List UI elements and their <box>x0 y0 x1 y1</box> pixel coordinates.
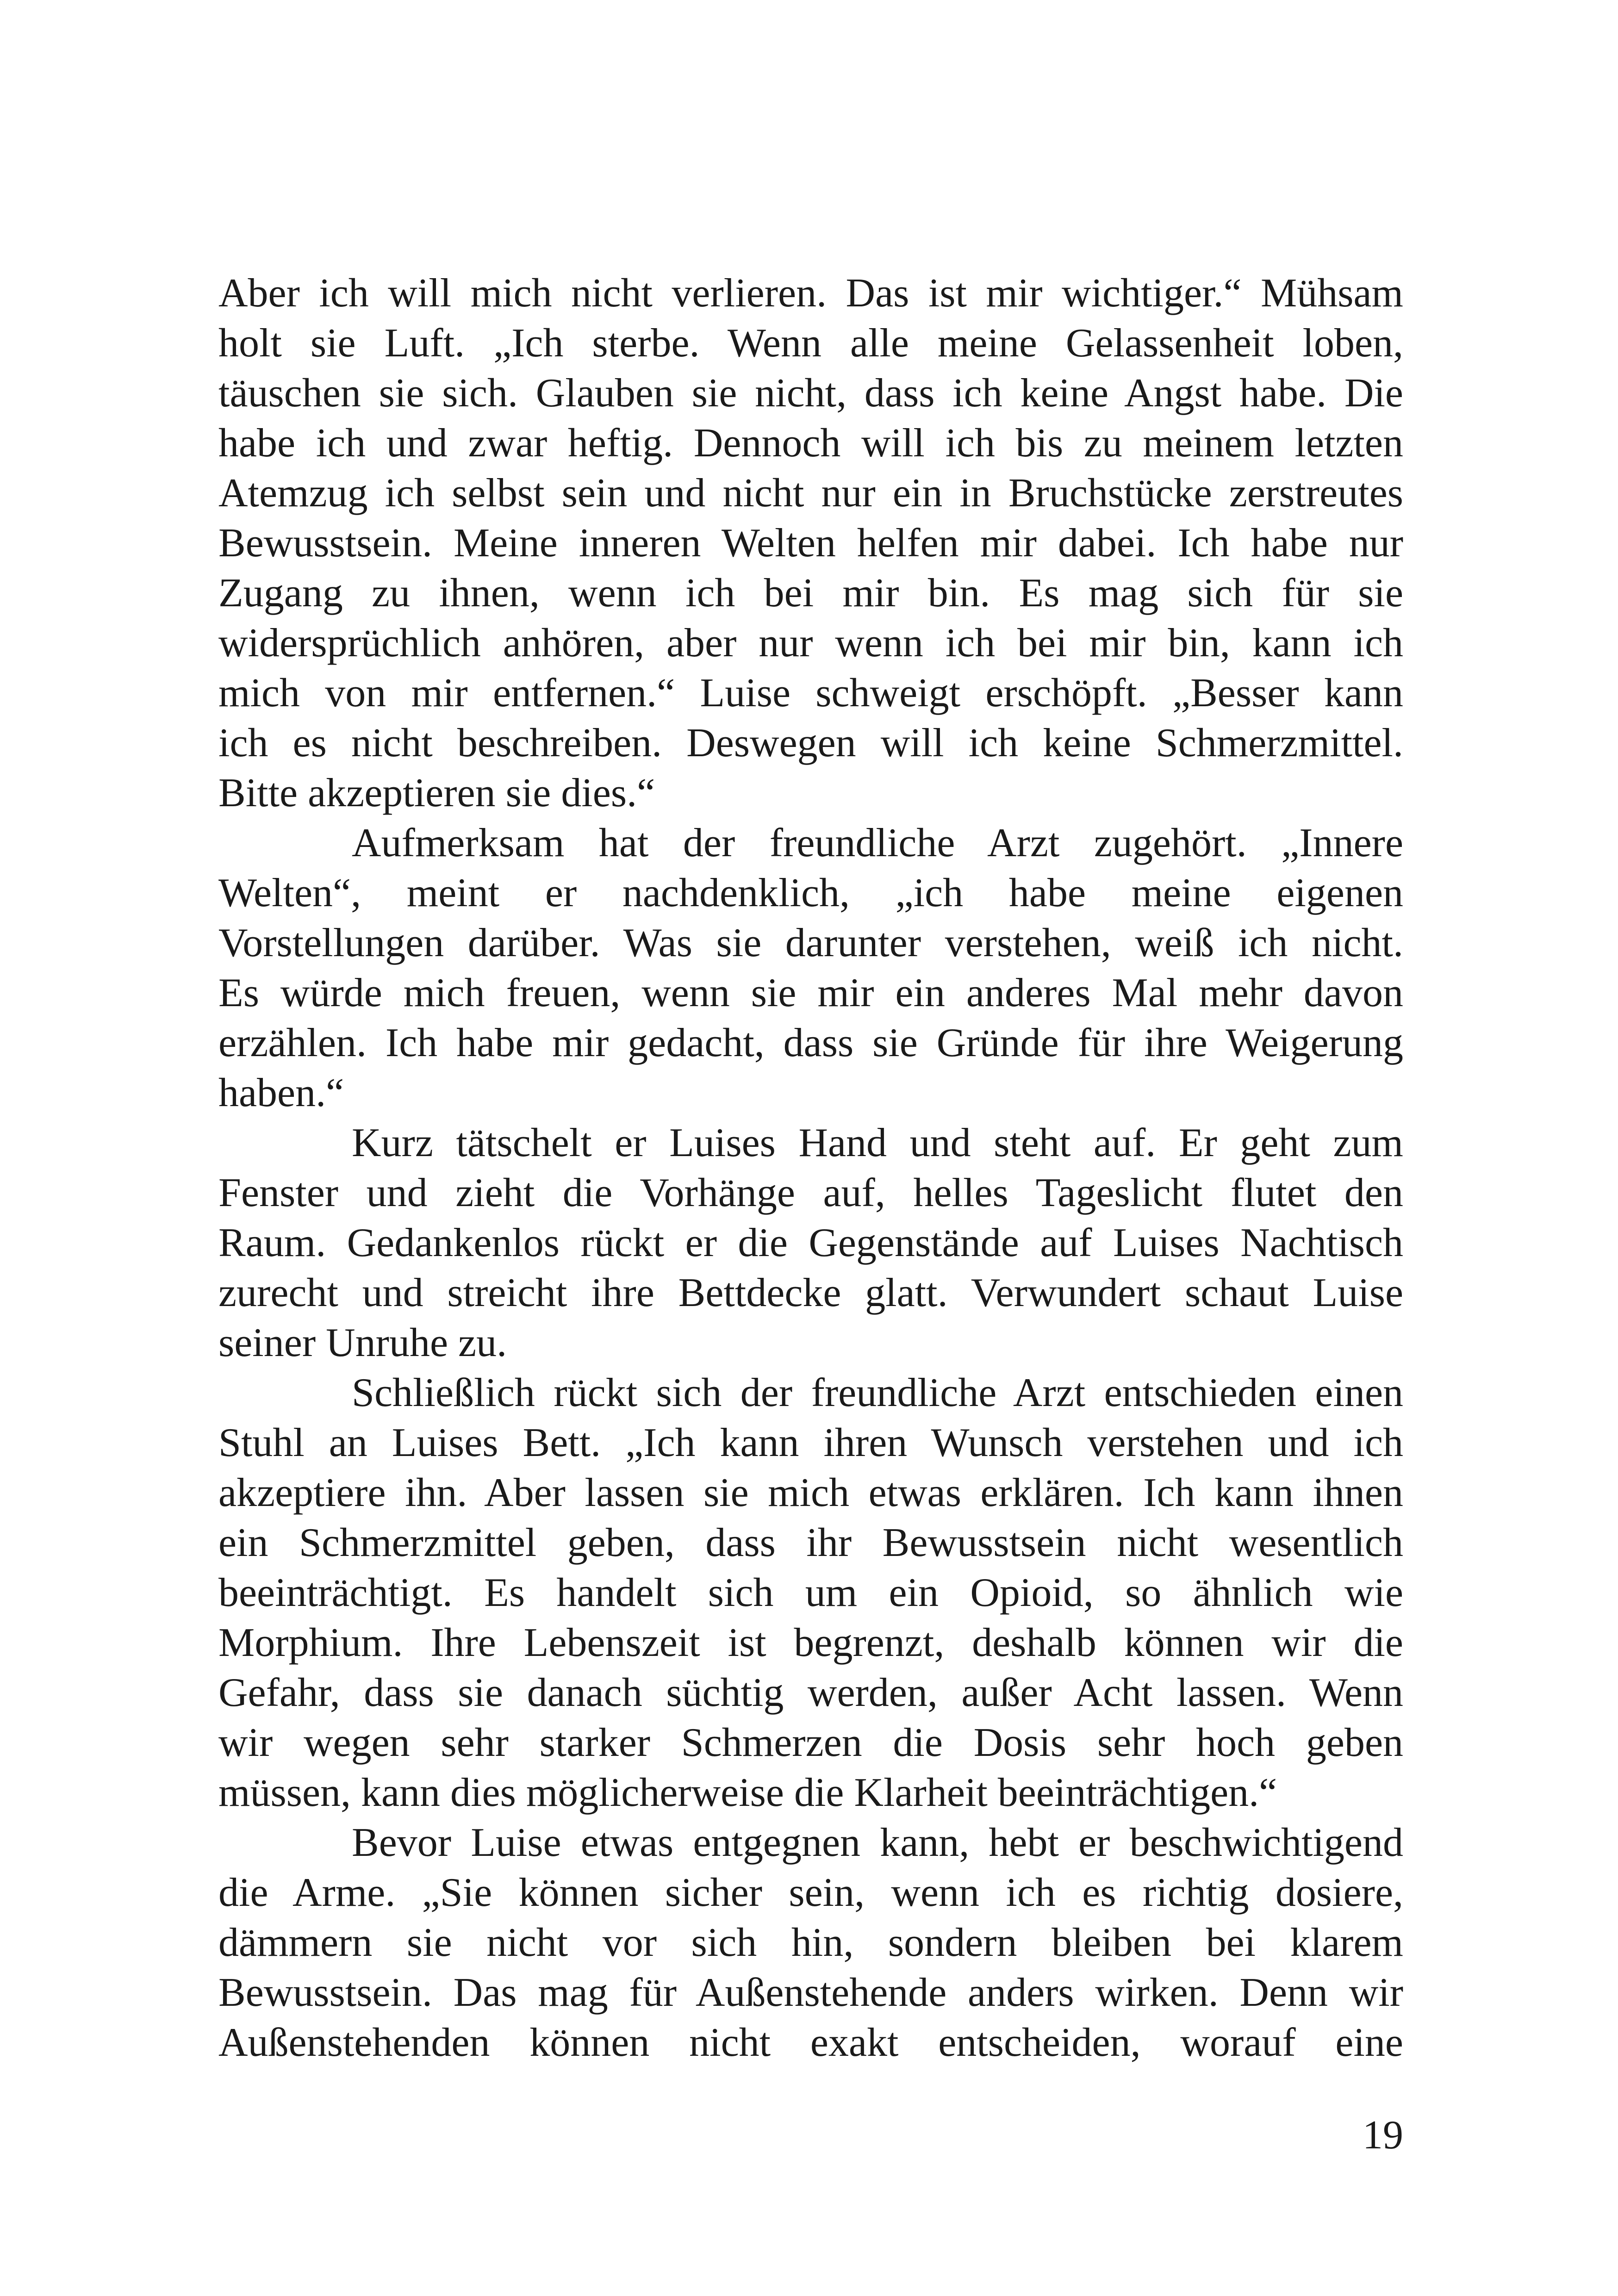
text-line: Bewusstsein. Das mag für Außenstehende anders wirken. Denn wir <box>218 1970 1403 2015</box>
text-line: Kurz tätschelt er Luises Hand und steht auf. Er geht zum <box>352 1120 1403 1165</box>
text-line: Außenstehenden können nicht exakt entscheiden, worauf eine <box>218 2020 1403 2065</box>
text-line: Welten“, meint er nachdenklich, „ich habe meine eigenen <box>218 871 1403 915</box>
text-line: ein Schmerzmittel geben, dass ihr Bewusstsein nicht wesentlich <box>218 1520 1403 1565</box>
text-line: habe ich und zwar heftig. Dennoch will ich bis zu meinem letzten <box>218 421 1403 466</box>
text-line: Stuhl an Luises Bett. „Ich kann ihren Wunsch verstehen und ich <box>218 1420 1403 1465</box>
text-line: die Arme. „Sie können sicher sein, wenn ich es richtig dosiere, <box>218 1870 1403 1915</box>
text-line: zurecht und streicht ihre Bettdecke glatt. Verwundert schaut Luise <box>218 1270 1403 1315</box>
text-line: täuschen sie sich. Glauben sie nicht, dass ich keine Angst habe. Die <box>218 371 1403 416</box>
text-line: akzeptiere ihn. Aber lassen sie mich etwas erklären. Ich kann ihnen <box>218 1470 1403 1515</box>
text-line: mich von mir entfernen.“ Luise schweigt erschöpft. „Besser kann <box>218 671 1403 716</box>
text-line: Es würde mich freuen, wenn sie mir ein anderes Mal mehr davon <box>218 971 1403 1015</box>
text-line: ich es nicht beschreiben. Deswegen will ich keine Schmerzmittel. <box>218 721 1403 765</box>
text-line: müssen, kann dies möglicherweise die Klarheit beeinträchtigen.“ <box>218 1770 1277 1815</box>
text-line: Bewusstsein. Meine inneren Welten helfen mir dabei. Ich habe nur <box>218 521 1403 566</box>
page-number: 19 <box>1363 2113 1403 2158</box>
text-line: widersprüchlich anhören, aber nur wenn ich bei mir bin, kann ich <box>218 621 1403 666</box>
text-line: Aufmerksam hat der freundliche Arzt zugehört. „Innere <box>352 821 1403 865</box>
text-line: seiner Unruhe zu. <box>218 1320 507 1365</box>
text-line: Vorstellungen darüber. Was sie darunter verstehen, weiß ich nicht. <box>218 921 1403 965</box>
text-line: haben.“ <box>218 1070 344 1115</box>
text-line: Morphium. Ihre Lebenszeit ist begrenzt, deshalb können wir die <box>218 1620 1403 1665</box>
body-text <box>218 268 1403 2068</box>
text-line: erzählen. Ich habe mir gedacht, dass sie Gründe für ihre Weigerung <box>218 1020 1403 1065</box>
text-line: Atemzug ich selbst sein und nicht nur ein in Bruchstücke zerstreutes <box>218 471 1403 516</box>
text-line: holt sie Luft. „Ich sterbe. Wenn alle meine Gelassenheit loben, <box>218 321 1403 366</box>
text-line: Schließlich rückt sich der freundliche Arzt entschieden einen <box>352 1370 1403 1415</box>
text-line: wir wegen sehr starker Schmerzen die Dosis sehr hoch geben <box>218 1720 1403 1765</box>
text-line: dämmern sie nicht vor sich hin, sondern bleiben bei klarem <box>218 1920 1403 1965</box>
text-line: Zugang zu ihnen, wenn ich bei mir bin. Es mag sich für sie <box>218 571 1403 616</box>
text-line: Raum. Gedankenlos rückt er die Gegenstände auf Luises Nachtisch <box>218 1220 1403 1265</box>
text-line: Gefahr, dass sie danach süchtig werden, außer Acht lassen. Wenn <box>218 1670 1403 1715</box>
text-line: Bevor Luise etwas entgegnen kann, hebt er beschwichtigend <box>352 1820 1403 1865</box>
text-line: Bitte akzeptieren sie dies.“ <box>218 771 655 815</box>
text-line: Fenster und zieht die Vorhänge auf, helles Tageslicht flutet den <box>218 1170 1403 1215</box>
text-line: beeinträchtigt. Es handelt sich um ein Opioid, so ähnlich wie <box>218 1570 1403 1615</box>
text-line: Aber ich will mich nicht verlieren. Das ist mir wichtiger.“ Mühsam <box>218 271 1403 316</box>
